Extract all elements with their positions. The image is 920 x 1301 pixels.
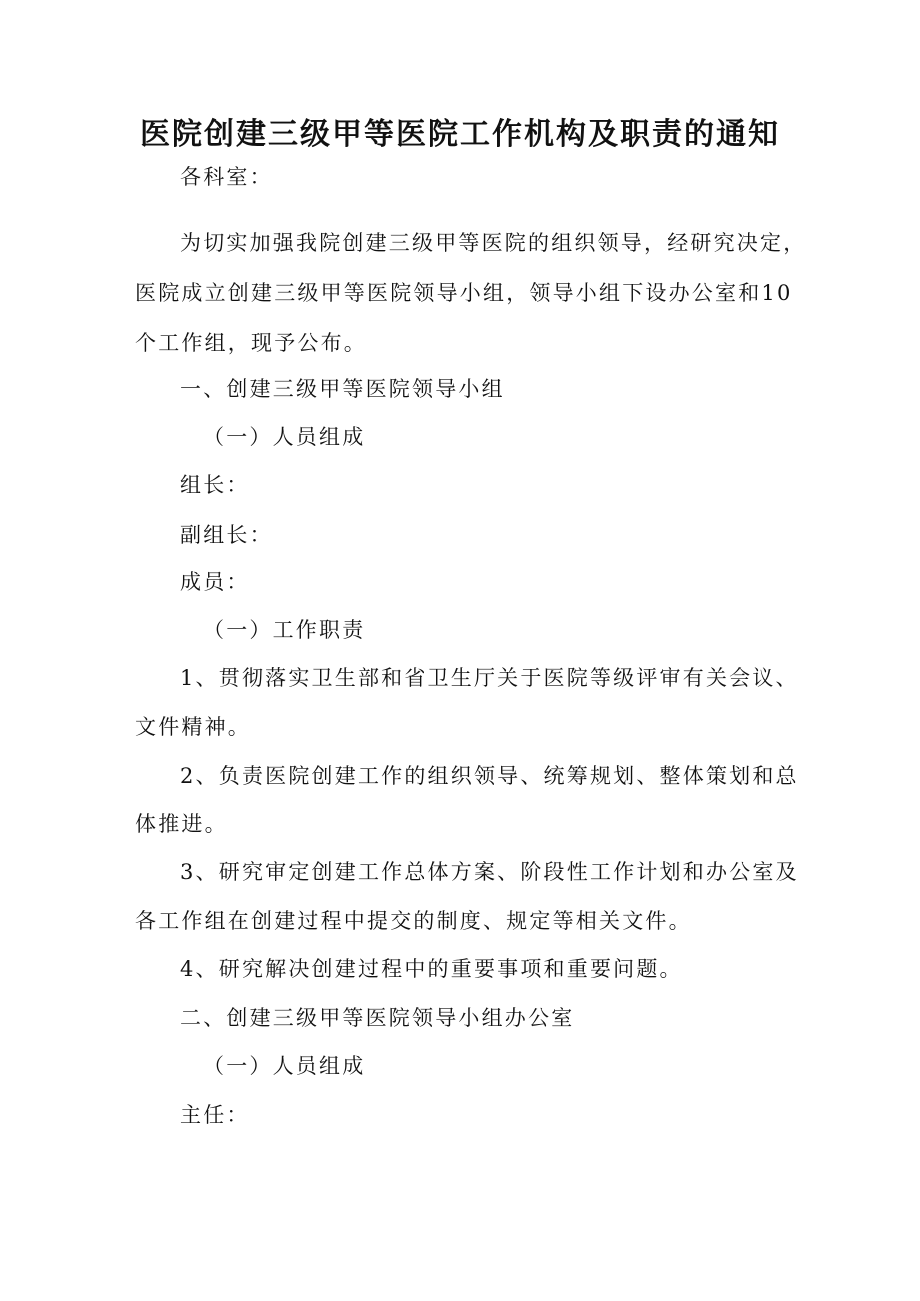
- field-deputy-leader: 副组长：: [180, 523, 273, 547]
- paragraph-line: 为切实加强我院创建三级甲等医院的组织领导，经研究决定，: [180, 231, 807, 255]
- field-director: 主任：: [180, 1103, 250, 1127]
- field-leader: 组长：: [180, 473, 250, 497]
- subsection-heading: （一）工作职责: [203, 618, 366, 642]
- field-members: 成员：: [180, 570, 250, 594]
- duty-item-continued: 体推进。: [135, 812, 228, 836]
- subsection-heading: （一）人员组成: [203, 1054, 366, 1078]
- section-heading: 一、创建三级甲等医院领导小组: [180, 377, 505, 401]
- duty-item: 3、研究审定创建工作总体方案、阶段性工作计划和办公室及: [180, 860, 799, 884]
- duty-item-continued: 文件精神。: [135, 715, 251, 739]
- document-title: 医院创建三级甲等医院工作机构及职责的通知: [140, 117, 780, 152]
- duty-item-continued: 各工作组在创建过程中提交的制度、规定等相关文件。: [135, 909, 692, 933]
- duty-item: 4、研究解决创建过程中的重要事项和重要问题。: [180, 957, 683, 981]
- paragraph-line: 个工作组，现予公布。: [135, 331, 367, 355]
- duty-item: 2、负责医院创建工作的组织领导、统筹规划、整体策划和总: [180, 764, 799, 788]
- section-heading: 二、创建三级甲等医院领导小组办公室: [180, 1006, 575, 1030]
- subsection-heading: （一）人员组成: [203, 425, 366, 449]
- salutation: 各科室：: [180, 165, 273, 189]
- duty-item: 1、贯彻落实卫生部和省卫生厅关于医院等级评审有关会议、: [180, 666, 799, 690]
- paragraph-line: 医院成立创建三级甲等医院领导小组，领导小组下设办公室和10: [135, 281, 793, 305]
